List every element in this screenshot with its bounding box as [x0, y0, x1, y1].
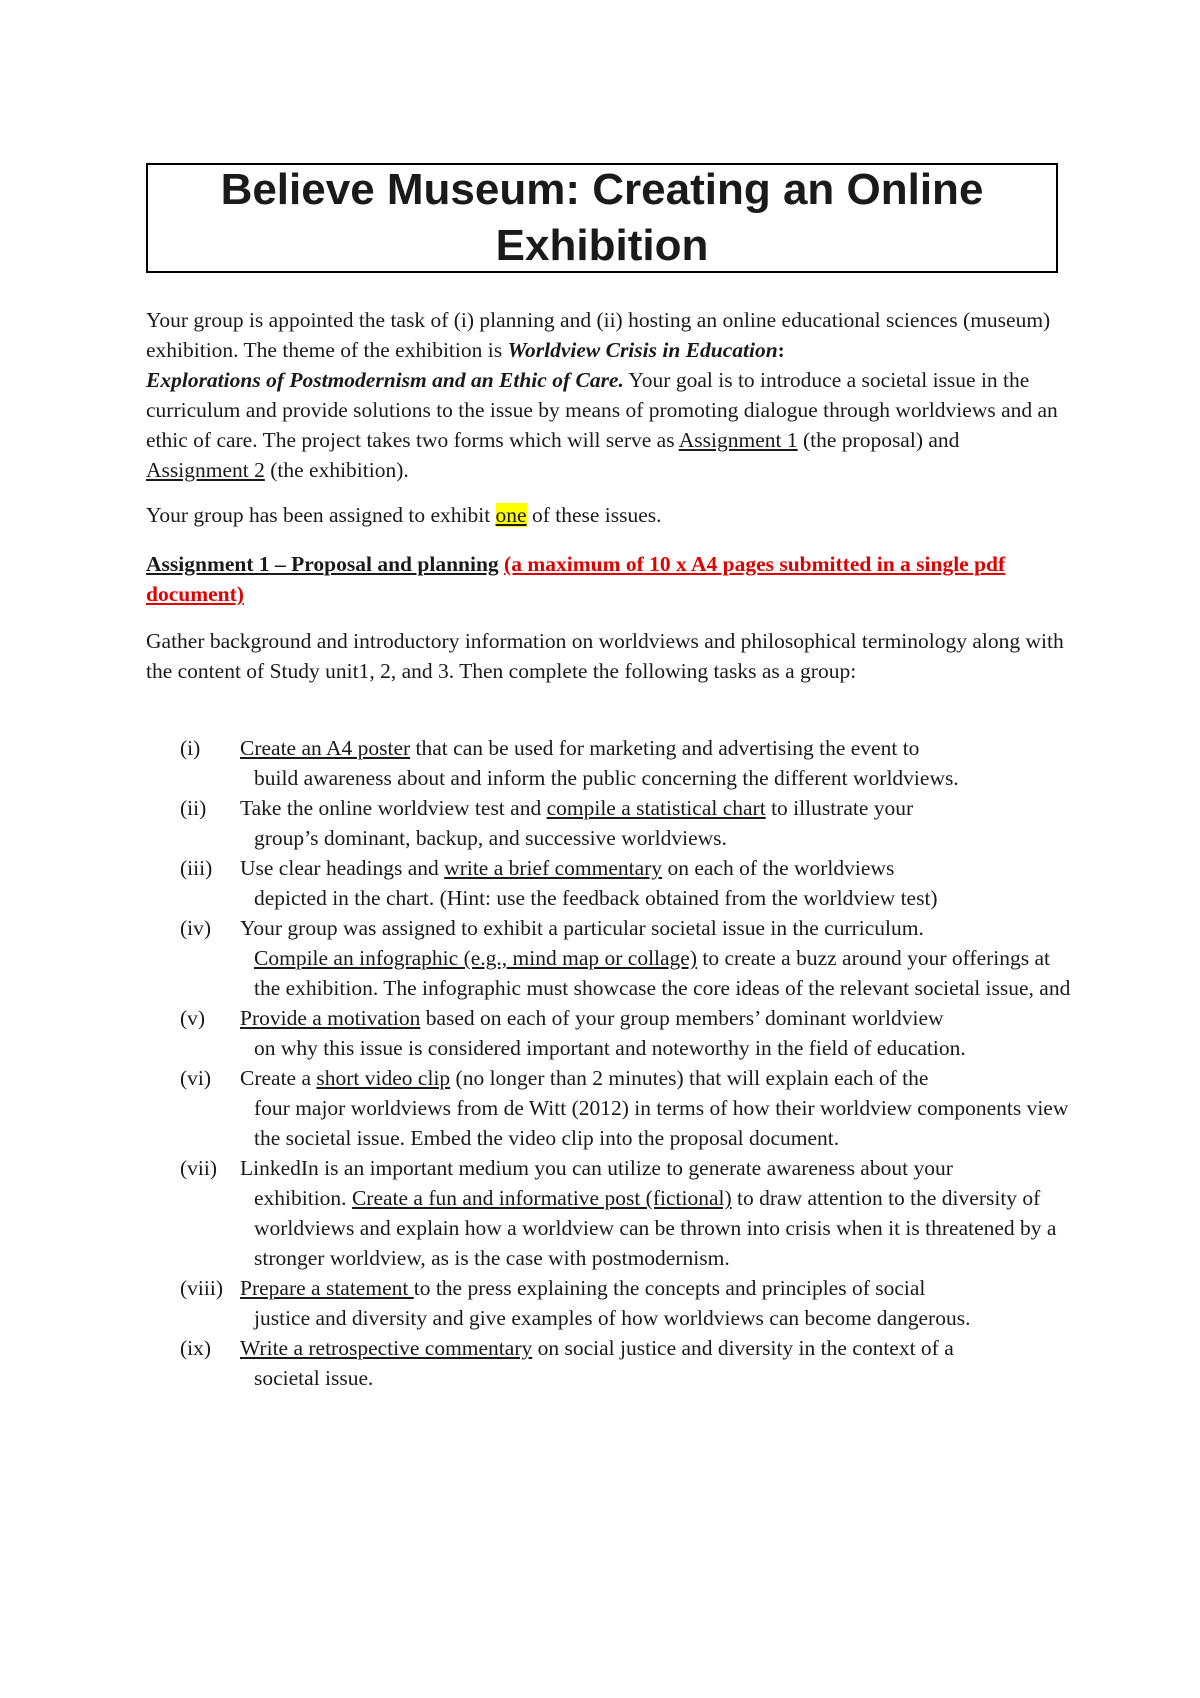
- assigned-paragraph: [146, 500, 1066, 530]
- task-text: Use clear headings and: [240, 856, 445, 880]
- task-continuation: justice and diversity and give examples of how worldviews can become dangerous.: [254, 1306, 971, 1330]
- intro-text-2: Your goal is to introduce a societal issue in the curriculum and provide solutions to the issue by means of promoting dialogue through worldviews and an ethic of care. The project takes two forms which will serve as: [146, 368, 1058, 452]
- task-continuation: to draw attention to the diversity of worldviews and explain how a worldview can be thrown into crisis when it is threatened by a stronger worldview, as is the case with postmodernism.: [254, 1186, 1057, 1270]
- task-text: exhibition.: [254, 1186, 352, 1210]
- task-item: [180, 733, 1080, 793]
- task-item: [180, 1063, 1080, 1153]
- intro-paragraph: [146, 305, 1066, 485]
- assignment-1-ref: Assignment 1: [678, 428, 798, 452]
- intro-text-4: (the exhibition).: [264, 458, 409, 482]
- task-underlined: short video clip: [316, 1066, 451, 1090]
- task-number: (viii): [180, 1276, 223, 1300]
- task-underlined: Prepare a statement: [240, 1276, 414, 1300]
- theme-title: Worldview Crisis in Education: [507, 338, 778, 362]
- task-continuation: four major worldviews from de Witt (2012) in terms of how their worldview components view the societal issue. Embed the video clip into the proposal document.: [254, 1096, 1069, 1150]
- task-underlined: Write a retrospective commentary: [240, 1336, 533, 1360]
- task-text: on each of the worldviews: [662, 856, 895, 880]
- task-underlined: Create a fun and informative post (fictional): [351, 1186, 732, 1210]
- assignment-2-ref: Assignment 2: [146, 458, 265, 482]
- task-number: (iii): [180, 856, 213, 880]
- task-text: LinkedIn is an important medium you can utilize to generate awareness about your: [240, 1156, 953, 1180]
- task-number: (v): [180, 1006, 206, 1030]
- task-text: (no longer than 2 minutes) that will explain each of the: [450, 1066, 929, 1090]
- task-underlined: write a brief commentary: [444, 856, 663, 880]
- task-item: [180, 1273, 1080, 1333]
- task-item: [180, 853, 1080, 913]
- task-item: [180, 913, 1080, 1003]
- task-number: (iv): [180, 916, 212, 940]
- task-underlined: Provide a motivation: [240, 1006, 421, 1030]
- task-continuation: societal issue.: [254, 1366, 374, 1390]
- task-item: [180, 1333, 1080, 1393]
- task-continuation: depicted in the chart. (Hint: use the feedback obtained from the worldview test): [254, 886, 938, 910]
- task-text: Your group was assigned to exhibit a particular societal issue in the curriculum.: [240, 916, 924, 940]
- theme-subtitle: Explorations of Postmodernism and an Ethic of Care.: [146, 368, 624, 392]
- task-underlined: Compile an infographic (e.g., mind map or collage): [254, 946, 698, 970]
- task-number: (ii): [180, 796, 207, 820]
- task-number: (ix): [180, 1336, 212, 1360]
- task-item: [180, 793, 1080, 853]
- task-text: to illustrate your: [765, 796, 914, 820]
- assigned-text-before: Your group has been assigned to exhibit: [146, 503, 496, 527]
- task-number: (vi): [180, 1066, 212, 1090]
- task-number: (i): [180, 736, 201, 760]
- task-text: based on each of your group members’ dominant worldview: [420, 1006, 944, 1030]
- gather-paragraph: Gather background and introductory information on worldviews and philosophical terminology along with the content of Study unit1, 2, and 3. Then complete the following tasks as a group:: [146, 629, 1064, 683]
- assignment-heading-main: Assignment 1 – Proposal and planning: [146, 552, 499, 576]
- task-continuation: to create a buzz around your offerings at the exhibition. The infographic must showcase the core ideas of the relevant societal issue, and: [254, 946, 1071, 1000]
- assignment-heading: [146, 549, 1066, 609]
- task-item: [180, 1153, 1080, 1273]
- task-continuation: on why this issue is considered important and noteworthy in the field of education.: [254, 1036, 966, 1060]
- intro-text-1: Your group is appointed the task of (i) planning and (ii) hosting an online educational sciences (museum) exhibition. The theme of the exhibition is: [146, 308, 1051, 362]
- task-text: that can be used for marketing and advertising the event to: [410, 736, 920, 760]
- task-item: [180, 1003, 1080, 1063]
- page-title: Believe Museum: Creating an Online Exhibition: [220, 165, 984, 270]
- highlighted-one: one: [495, 503, 527, 527]
- task-text: on social justice and diversity in the context of a: [532, 1336, 954, 1360]
- theme-colon: :: [777, 338, 785, 362]
- task-continuation: group’s dominant, backup, and successive worldviews.: [254, 826, 727, 850]
- assigned-text-after: of these issues.: [526, 503, 662, 527]
- task-underlined: Create an A4 poster: [240, 736, 411, 760]
- task-text: to the press explaining the concepts and principles of social: [413, 1276, 926, 1300]
- assignment-heading-limit: (a maximum of 10 x A4 pages submitted in a single pdf document): [146, 552, 1006, 606]
- title-box: [146, 163, 1058, 273]
- task-text: Take the online worldview test and: [240, 796, 547, 820]
- intro-text-3: (the proposal) and: [797, 428, 960, 452]
- task-continuation: build awareness about and inform the public concerning the different worldviews.: [254, 766, 959, 790]
- task-underlined: compile a statistical chart: [546, 796, 766, 820]
- task-text: Create a: [240, 1066, 317, 1090]
- task-list: [180, 733, 1080, 1393]
- task-number: (vii): [180, 1156, 218, 1180]
